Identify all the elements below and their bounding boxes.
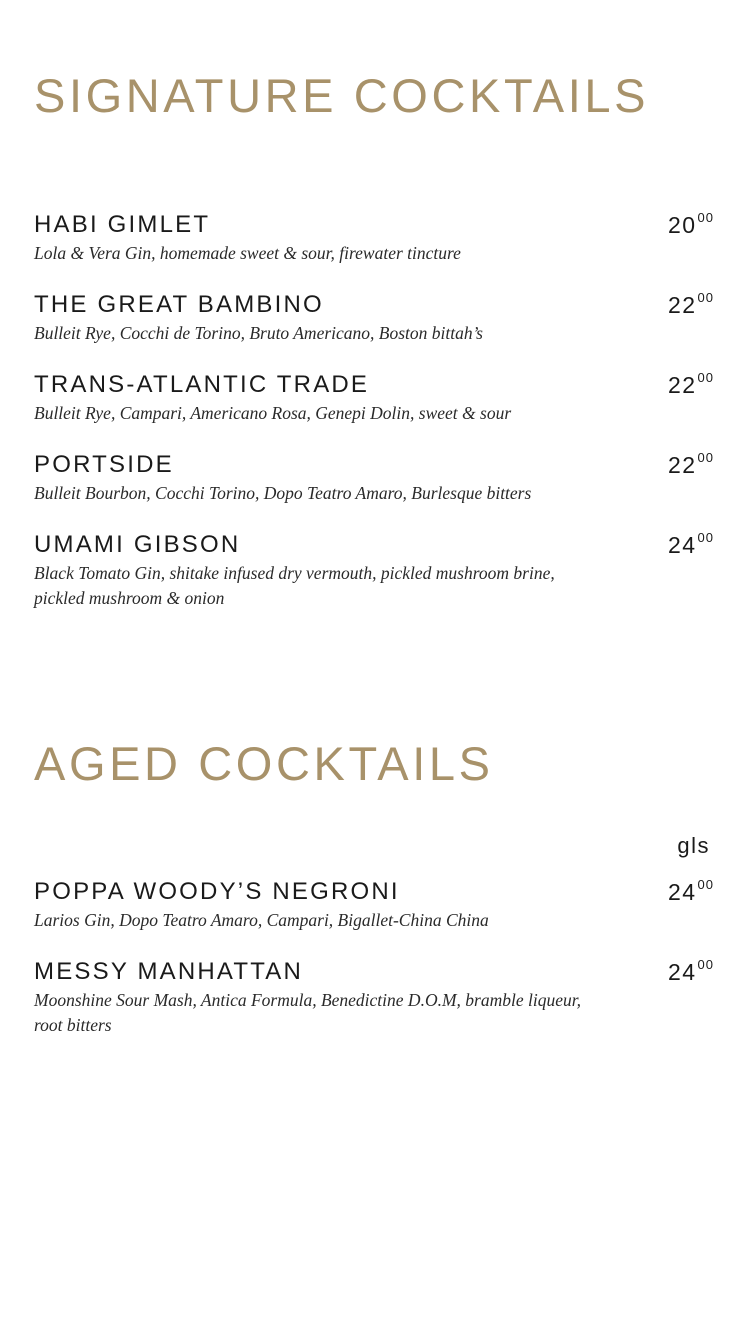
item-description: Bulleit Rye, Cocchi de Torino, Bruto Americano, Boston bittah’s [34, 323, 483, 343]
item-name: POPPA WOODY’S NEGRONI [34, 878, 400, 905]
menu-item-habi-gimlet [34, 211, 714, 291]
menu-item-trans-atlantic-trade [34, 371, 714, 451]
price-cents: 00 [697, 877, 714, 892]
item-name: TRANS-ATLANTIC TRADE [34, 371, 370, 398]
item-name: PORTSIDE [34, 451, 174, 478]
item-description: Black Tomato Gin, shitake infused dry vermouth, pickled mushroom brine, pickled mushroom & onion [34, 563, 555, 608]
price-whole: 22 [667, 452, 697, 478]
signature-cocktails-heading: SIGNATURE COCKTAILS [34, 69, 650, 122]
item-price [668, 451, 714, 479]
price-whole: 22 [667, 292, 697, 318]
item-price [668, 878, 714, 906]
menu-item-messy-manhattan [34, 958, 714, 1064]
item-description: Lola & Vera Gin, homemade sweet & sour, firewater tincture [34, 243, 461, 263]
price-whole: 24 [667, 879, 697, 905]
price-whole: 24 [667, 532, 697, 558]
price-cents: 00 [697, 530, 714, 545]
menu-item-umami-gibson [34, 531, 714, 637]
price-cents: 00 [697, 450, 714, 465]
aged-cocktails-list [34, 878, 714, 1064]
price-cents: 00 [697, 957, 714, 972]
aged-cocktails-heading: AGED COCKTAILS [34, 737, 494, 790]
item-description: Bulleit Bourbon, Cocchi Torino, Dopo Teatro Amaro, Burlesque bitters [34, 483, 532, 503]
price-cents: 00 [697, 370, 714, 385]
item-price [668, 531, 714, 559]
menu-item-portside [34, 451, 714, 531]
price-cents: 00 [697, 210, 714, 225]
item-price [668, 211, 714, 239]
item-description: Bulleit Rye, Campari, Americano Rosa, Genepi Dolin, sweet & sour [34, 403, 512, 423]
price-whole: 24 [667, 959, 697, 985]
price-whole: 20 [667, 212, 697, 238]
item-description: Moonshine Sour Mash, Antica Formula, Benedictine D.O.M, bramble liqueur, root bitters [34, 990, 581, 1035]
item-price [668, 291, 714, 319]
item-name: THE GREAT BAMBINO [34, 291, 324, 318]
price-whole: 22 [667, 372, 697, 398]
item-description: Larios Gin, Dopo Teatro Amaro, Campari, Bigallet-China China [34, 910, 489, 930]
menu-item-poppa-woodys-negroni [34, 878, 714, 958]
item-name: MESSY MANHATTAN [34, 958, 304, 985]
item-name: HABI GIMLET [34, 211, 211, 238]
item-price [668, 958, 714, 986]
glass-column-label: gls [677, 833, 710, 858]
menu-item-the-great-bambino [34, 291, 714, 371]
item-name: UMAMI GIBSON [34, 531, 241, 558]
price-cents: 00 [697, 290, 714, 305]
signature-cocktails-list [34, 211, 714, 637]
item-price [668, 371, 714, 399]
